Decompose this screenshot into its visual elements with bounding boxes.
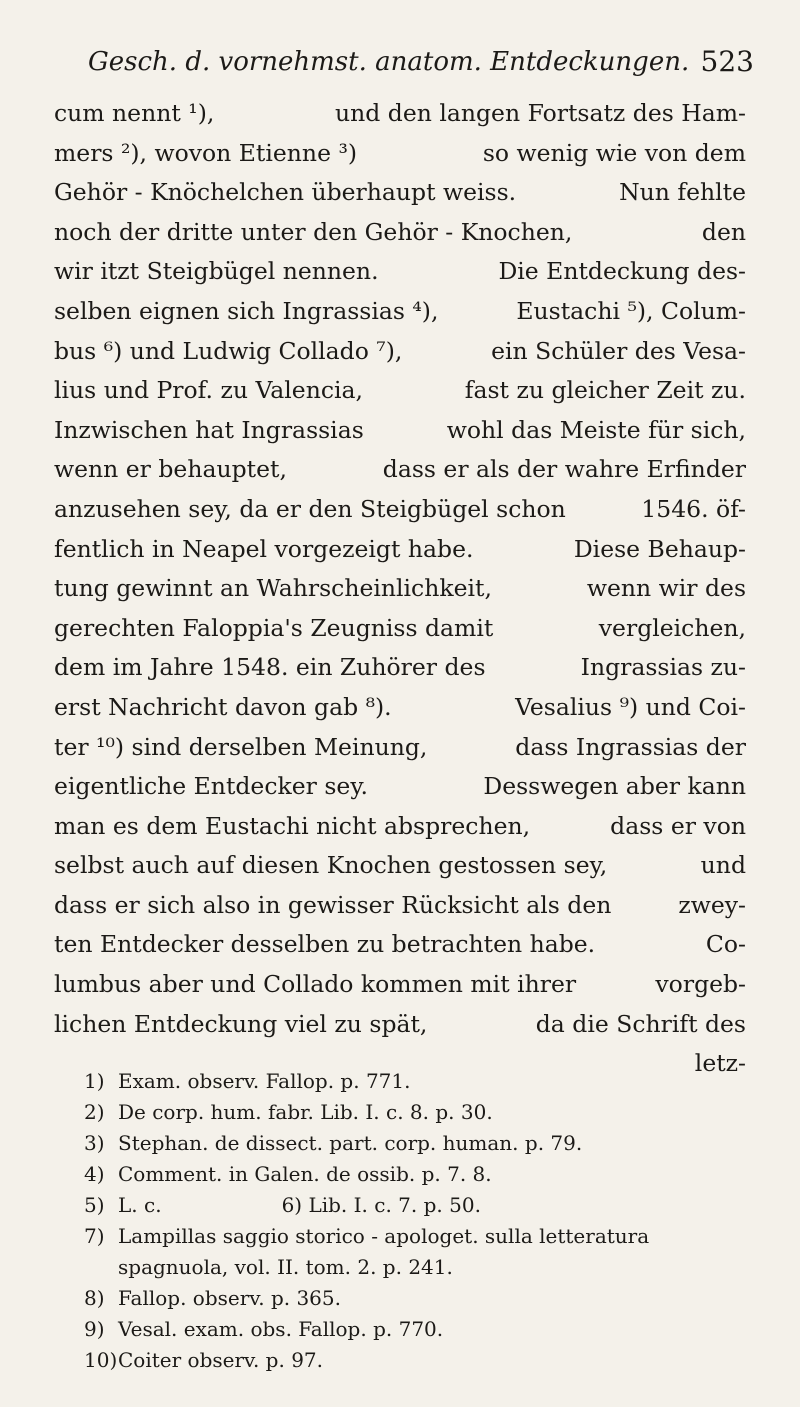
footnote: [84, 1345, 754, 1376]
text-segment: Co-: [705, 930, 746, 959]
text-segment: lumbus aber und Collado kommen mit ihrer: [54, 970, 577, 999]
text-segment: wir itzt Steigbügel nennen.: [54, 257, 379, 286]
footnote-text: De corp. hum. fabr. Lib. I. c. 8. p. 30.: [118, 1100, 493, 1124]
footnote-text: Fallop. observ. p. 365.: [118, 1286, 341, 1310]
footnote: [84, 1221, 754, 1252]
footnote: [84, 1283, 754, 1314]
footnote-text: Lampillas saggio storico - apologet. sulla letteratura: [118, 1224, 650, 1248]
text-segment: fast zu gleicher Zeit zu.: [464, 376, 746, 405]
footnote-text: spagnuola, vol. II. tom. 2. p. 241.: [118, 1255, 453, 1279]
footnote-number: 5): [84, 1193, 105, 1217]
footnote-text: Stephan. de dissect. part. corp. human. p. 79.: [118, 1131, 583, 1155]
text-segment: da die Schrift des: [535, 1009, 746, 1038]
text-segment: Eustachi ⁵), Colum-: [516, 296, 746, 325]
footnote-number: 1): [84, 1069, 105, 1093]
text-segment: ter ¹⁰) sind derselben Meinung,: [54, 732, 428, 761]
text-line: [54, 252, 746, 292]
text-segment: vorgeb-: [655, 970, 746, 999]
text-line: [54, 886, 746, 926]
footnote-number: 10): [84, 1348, 118, 1372]
text-line: [54, 569, 746, 609]
text-line: [54, 371, 746, 411]
text-segment: Desswegen aber kann: [483, 772, 746, 801]
footnote-number: 8): [84, 1286, 105, 1310]
text-segment: dass er sich also in gewisser Rücksicht als den: [54, 890, 612, 919]
text-segment: man es dem Eustachi nicht absprechen,: [54, 811, 531, 840]
text-line: [54, 925, 746, 965]
text-segment: Gehör - Knöchelchen überhaupt weiss.: [54, 178, 517, 207]
text-segment: Ingrassias zu-: [580, 653, 746, 682]
text-segment: dass Ingrassias der: [515, 732, 746, 761]
text-segment: erst Nachricht davon gab ⁸).: [54, 692, 392, 721]
text-line: [54, 609, 746, 649]
text-line: [54, 411, 746, 451]
text-segment: Vesalius ⁹) und Coi-: [515, 692, 746, 721]
running-header: [88, 40, 754, 84]
text-line: [54, 173, 746, 213]
text-line: [54, 688, 746, 728]
text-line: [54, 1005, 746, 1045]
text-line: [54, 846, 746, 886]
text-segment: Nun fehlte: [619, 178, 746, 207]
text-line: [54, 213, 746, 253]
footnote: [84, 1190, 754, 1221]
text-segment: ein Schüler des Vesa-: [491, 336, 746, 365]
footnote-text: Lib. I. c. 7. p. 50.: [308, 1193, 481, 1217]
text-line: [54, 965, 746, 1005]
footnote-number: 2): [84, 1100, 105, 1124]
footnote-number: 3): [84, 1131, 105, 1155]
text-segment: ten Entdecker desselben zu betrachten habe.: [54, 930, 596, 959]
footnote-number: 4): [84, 1162, 105, 1186]
text-segment: tung gewinnt an Wahrscheinlichkeit,: [54, 574, 492, 603]
text-segment: lius und Prof. zu Valencia,: [54, 376, 363, 405]
text-line: [54, 450, 746, 490]
footnote-text: L. c.: [118, 1193, 162, 1217]
text-line: [54, 292, 746, 332]
running-title: Gesch. d. vornehmst. anatom. Entdeckungen.: [88, 47, 690, 77]
text-line: [54, 134, 746, 174]
text-segment: bus ⁶) und Ludwig Collado ⁷),: [54, 336, 403, 365]
text-segment: anzusehen sey, da er den Steigbügel schon: [54, 494, 566, 523]
main-text: [54, 94, 746, 1084]
footnote: [84, 1097, 754, 1128]
footnote-text: Vesal. exam. obs. Fallop. p. 770.: [118, 1317, 444, 1341]
text-segment: zwey-: [678, 890, 746, 919]
text-segment: gerechten Faloppia's Zeugniss damit: [54, 613, 494, 642]
footnote-number: 9): [84, 1317, 105, 1341]
text-segment: lichen Entdeckung viel zu spät,: [54, 1009, 428, 1038]
text-segment: selbst auch auf diesen Knochen gestossen sey,: [54, 851, 608, 880]
footnote-text: Coiter observ. p. 97.: [118, 1348, 323, 1372]
footnote: [84, 1128, 754, 1159]
text-segment: Diese Behaup-: [573, 534, 746, 563]
text-segment: fentlich in Neapel vorgezeigt habe.: [54, 534, 474, 563]
text-segment: cum nennt ¹),: [54, 99, 215, 127]
footnote: [84, 1066, 754, 1097]
footnote-text: Comment. in Galen. de ossib. p. 7. 8.: [118, 1162, 492, 1186]
footnote: [84, 1314, 754, 1345]
text-line: [54, 767, 746, 807]
text-line: [54, 648, 746, 688]
footnote: [84, 1252, 754, 1283]
text-segment: vergleichen,: [598, 613, 746, 642]
text-line: [54, 807, 746, 847]
footnote-number: 6): [281, 1193, 309, 1217]
text-segment: selben eignen sich Ingrassias ⁴),: [54, 296, 439, 325]
text-segment: dem im Jahre 1548. ein Zuhörer des: [54, 653, 486, 682]
footnote-number: 7): [84, 1224, 105, 1248]
text-segment: und: [700, 851, 746, 880]
text-segment: Inzwischen hat Ingrassias: [54, 415, 364, 444]
text-segment: 1546. öf-: [641, 494, 746, 523]
text-segment: dass er von: [610, 811, 746, 840]
text-segment: eigentliche Entdecker sey.: [54, 772, 368, 801]
text-segment: wohl das Meiste für sich,: [446, 415, 746, 444]
text-line: [54, 94, 746, 134]
text-line: [54, 332, 746, 372]
text-segment: letz-: [694, 1049, 746, 1078]
page-number: 523: [700, 45, 754, 78]
text-segment: wenn er behauptet,: [54, 455, 287, 484]
text-segment: wenn wir des: [586, 574, 746, 603]
text-line: [54, 728, 746, 768]
footnotes: [84, 1066, 754, 1376]
text-segment: noch der dritte unter den Gehör - Knochen,: [54, 217, 573, 246]
text-segment: so wenig wie von dem: [482, 138, 746, 167]
text-line: [54, 490, 746, 530]
text-segment: dass er als der wahre Erfinder: [382, 455, 746, 484]
footnote: [84, 1159, 754, 1190]
text-segment: mers ²), wovon Etienne ³): [54, 138, 358, 167]
text-segment: und den langen Fortsatz des Ham-: [335, 99, 746, 127]
footnote-text: Exam. observ. Fallop. p. 771.: [118, 1069, 411, 1093]
text-segment: Die Entdeckung des-: [498, 257, 746, 286]
text-line: [54, 530, 746, 570]
text-segment: den: [701, 217, 746, 246]
